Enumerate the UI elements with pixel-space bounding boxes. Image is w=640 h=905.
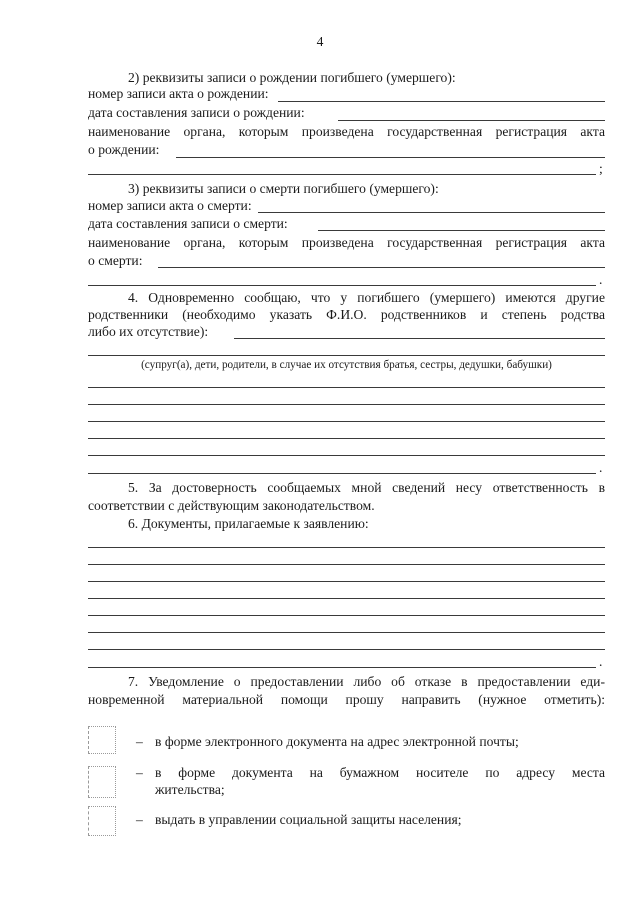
relatives-field-7[interactable] [88,455,605,456]
option-paper-checkbox[interactable] [88,766,116,798]
relatives-hint: (супруг(а), дети, родители, в случае их отсутствия братья, сестры, дедушки, бабушки) [141,359,552,371]
section6-end-mark: . [599,654,603,669]
birth-date-label: дата составления записи о рождении: [88,105,305,120]
option-inperson-dash: – [136,812,143,827]
section3-end-mark: . [599,272,603,287]
section7-line2: новременной материальной помощи прошу направить (нужное отметить): [88,692,605,707]
relatives-field-4[interactable] [88,404,605,405]
section4-line3: либо их отсутствие): [88,324,209,339]
option-paper-text-line1: в форме документа на бумажном носителе по адресу места [155,765,605,780]
relatives-field-2[interactable] [88,355,605,356]
documents-field-5[interactable] [88,615,605,616]
section2-heading: 2) реквизиты записи о рождении погибшего (умершего): [128,70,456,85]
section6-heading: 6. Документы, прилагаемые к заявлению: [128,516,369,531]
death-date-label: дата составления записи о смерти: [88,216,288,231]
documents-field-2[interactable] [88,564,605,565]
documents-field-3[interactable] [88,581,605,582]
death-organ-label-1: наименование органа, которым произведена государственная регистрация акта [88,235,605,250]
page-number: 4 [316,34,324,49]
documents-field-6[interactable] [88,632,605,633]
section4-line1: 4. Одновременно сообщаю, что у погибшего (умершего) имеются другие [128,290,605,305]
section3-heading: 3) реквизиты записи о смерти погибшего (умершего): [128,181,439,196]
section4-end-mark: . [599,460,603,475]
option-email-dash: – [136,734,143,749]
section5-line1: 5. За достоверность сообщаемых мной сведений несу ответственность в [128,480,605,495]
relatives-field-5[interactable] [88,421,605,422]
death-date-field[interactable] [318,230,605,231]
relatives-field-1[interactable] [234,338,605,339]
option-email-text: в форме электронного документа на адрес электронной почты; [155,734,519,749]
documents-field-8[interactable] [88,667,596,668]
death-organ-field-2[interactable] [88,285,596,286]
death-act-number-field[interactable] [258,212,605,213]
birth-act-number-field[interactable] [278,101,605,102]
birth-organ-label-1: наименование органа, которым произведена государственная регистрация акта [88,124,605,139]
birth-date-field[interactable] [338,120,605,121]
documents-field-1[interactable] [88,547,605,548]
death-organ-label-2: о смерти: [88,253,143,268]
section7-line1: 7. Уведомление о предоставлении либо об отказе в предоставлении еди- [128,674,605,689]
option-paper-text-line2: жительства; [155,782,225,797]
option-inperson-text: выдать в управлении социальной защиты населения; [155,812,462,827]
death-organ-field-1[interactable] [158,267,605,268]
section5-line2: соответствии с действующим законодательством. [88,498,375,513]
option-paper-dash: – [136,765,143,780]
birth-organ-label-2: о рождении: [88,142,160,157]
option-inperson-checkbox[interactable] [88,806,116,836]
birth-organ-field-2[interactable] [88,174,596,175]
relatives-field-6[interactable] [88,438,605,439]
section4-line2: родственники (необходимо указать Ф.И.О. родственников и степень родства [88,307,605,322]
section2-end-mark: ; [599,161,603,176]
relatives-field-8[interactable] [88,473,596,474]
documents-field-7[interactable] [88,649,605,650]
documents-field-4[interactable] [88,598,605,599]
relatives-field-3[interactable] [88,387,605,388]
death-act-number-label: номер записи акта о смерти: [88,198,252,213]
option-email-checkbox[interactable] [88,726,116,754]
birth-act-number-label: номер записи акта о рождении: [88,86,269,101]
birth-organ-field-1[interactable] [176,157,605,158]
